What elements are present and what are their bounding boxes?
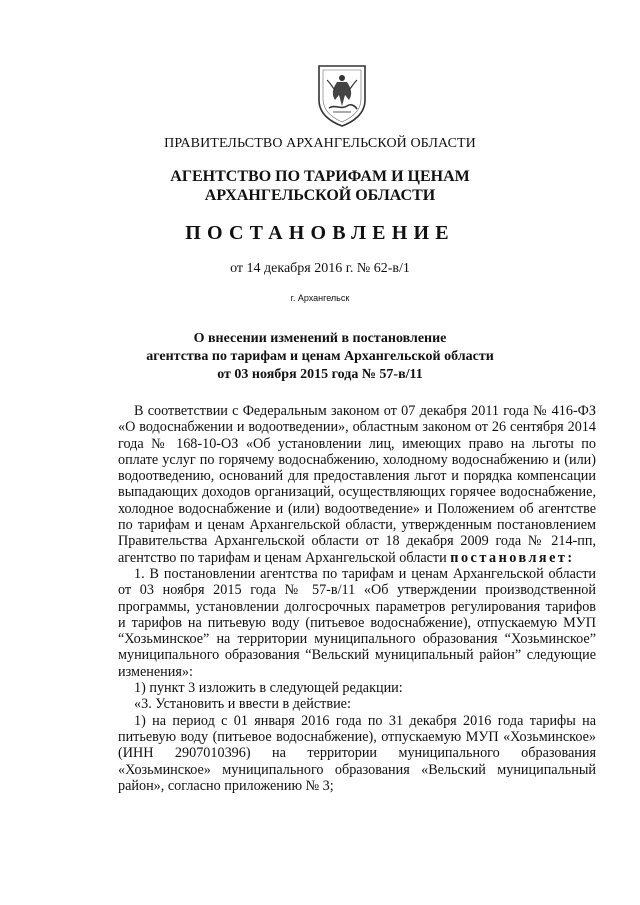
subject-line3: от 03 ноября 2015 года № 57-в/11 bbox=[217, 367, 423, 382]
subject-line2: агентства по тарифам и ценам Архангельской области bbox=[146, 349, 494, 364]
document-subject bbox=[0, 330, 640, 384]
resolves-word: постановляет: bbox=[450, 549, 575, 566]
agency-name-line1: АГЕНТСТВО ПО ТАРИФАМ И ЦЕНАМ bbox=[170, 168, 470, 185]
coat-of-arms-emblem bbox=[313, 62, 371, 128]
subject-line1: О внесении изменений в постановление bbox=[193, 331, 447, 346]
preamble-paragraph bbox=[118, 403, 596, 566]
government-name: ПРАВИТЕЛЬСТВО АРХАНГЕЛЬСКОЙ ОБЛАСТИ bbox=[164, 136, 476, 151]
document-type-title: ПОСТАНОВЛЕНИЕ bbox=[185, 222, 455, 244]
agency-name-line2: АРХАНГЕЛЬСКОЙ ОБЛАСТИ bbox=[204, 187, 436, 204]
agency-name bbox=[0, 167, 640, 205]
document-body bbox=[118, 403, 596, 794]
document-date-number: от 14 декабря 2016 г. № 62-в/1 bbox=[230, 261, 410, 276]
item-1-paragraph: 1. В постановлении агентства по тарифам и ценам Архангельской области от 03 ноября 2015 года № 57-в/11 «Об утверждении производственной программы, установлении долгосрочных параметров регулирования тарифов и тарифов на питьевую воду (питьевое водоснабжение), отпускаемую МУП “Хозьминское” на территории муниципального образования “Хозьминское” муниципального образования “Вельский муниципальный район” следующие изменения»: bbox=[118, 565, 596, 680]
item-3-paragraph: «3. Установить и ввести в действие: bbox=[134, 696, 351, 713]
item-3-1-paragraph: 1) на период с 01 января 2016 года по 31 декабря 2016 года тарифы на питьевую воду (питьевое водоснабжение), отпускаемую МУП «Хозьминское» (ИНН 2907010396) на территории муниципального образования «Хозьминское» муниципального образования «Вельский муниципальный район», согласно приложению № 3; bbox=[118, 712, 596, 794]
item-1-1-paragraph: 1) пункт 3 изложить в следующей редакции: bbox=[134, 680, 403, 697]
preamble-text: В соответствии с Федеральным законом от 07 декабря 2011 года № 416-ФЗ «О водоснабжении и водоотведении», областным законом от 26 сентября 2014 года № 168-10-ОЗ «Об установлении лиц, имеющих право на льготы по оплате услуг по горячему водоснабжению, холодному водоснабжению и (или) водоотведению, оснований для предоставления льгот и порядка компенсации выпадающих доходов организаций, осуществляющих горячее водоснабжение, холодное водоснабжение и (или) водоотведение» и Положением об агентстве по тарифам и ценам Архангельской области, утвержденным постановлением Правительства Архангельской области от 18 декабря 2009 года № 214-пп, агентство по тарифам и ценам Архангельской области bbox=[118, 403, 596, 566]
document-city: г. Архангельск bbox=[290, 293, 350, 303]
